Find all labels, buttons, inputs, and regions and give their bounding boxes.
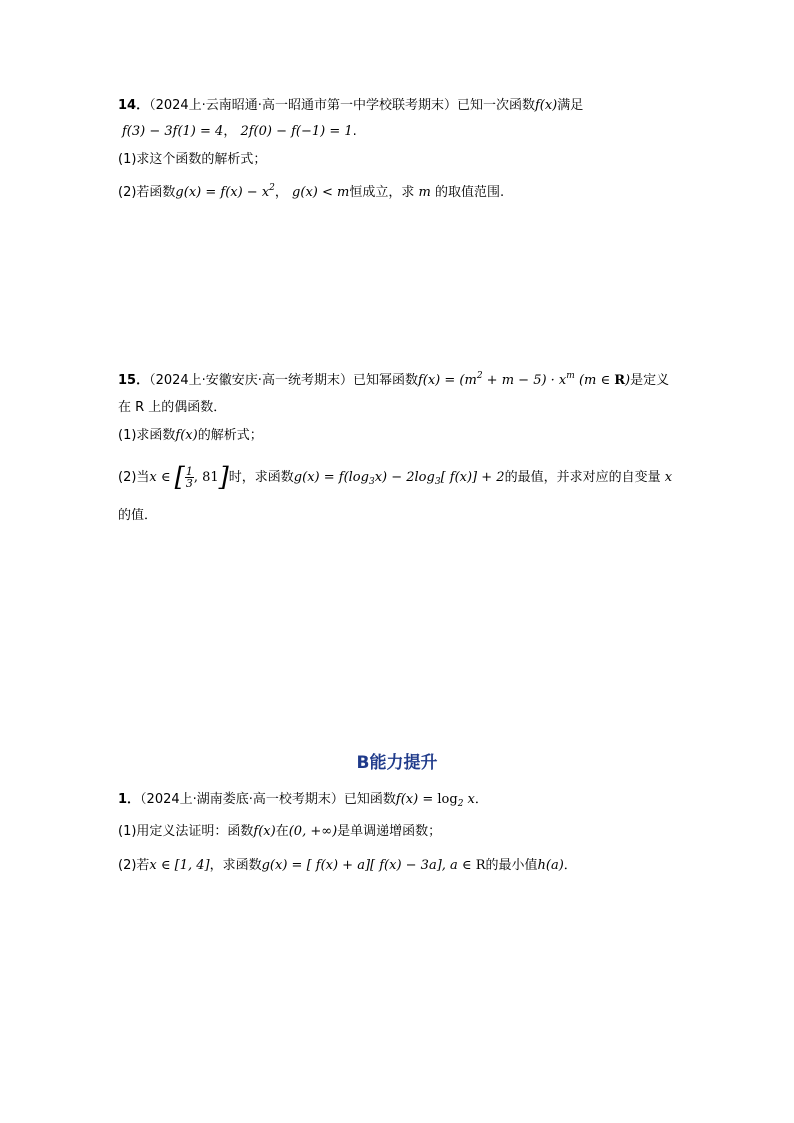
- q15-part1-b: 的解析式；: [197, 428, 263, 443]
- b1-part1-a: (1)用定义法证明：函数: [118, 824, 254, 839]
- q15-number: 15．: [118, 373, 150, 388]
- q14-part2-c: 恒成立，求: [349, 185, 415, 200]
- q15-gx-formula: $g(x) = f(\log_3x) - 2\log_3$[ f(x)] + 2: [293, 470, 505, 487]
- b1-line1: [118, 790, 488, 814]
- q15-part1-a: (1)求函数: [118, 428, 176, 443]
- b1-gx-formula: g(x) = [ f(x) + a][ f(x) − 3a], a ∈ R: [261, 858, 486, 873]
- b1-stem: 已知函数: [343, 792, 396, 807]
- q15-stem: 已知幂函数: [352, 373, 418, 388]
- q15-interval-formula: x ∈ [ $\frac{1}{3}$ , 81]: [149, 462, 229, 493]
- q14-stem2: 满足: [557, 98, 584, 113]
- q14-part1: (1)求这个函数的解析式；: [118, 152, 267, 167]
- b1-part2-b: ，求函数: [209, 858, 262, 873]
- q14-part2-b: ，: [274, 185, 288, 200]
- b1-domain: (0, +∞): [288, 824, 338, 839]
- b1-range: x ∈ [1, 4]: [149, 858, 210, 873]
- q15-part2-a: (2)当: [118, 470, 150, 485]
- q15-line2: 在 R 上的偶函数．: [118, 400, 227, 415]
- b1-part1-b: 在: [275, 824, 289, 839]
- b1-part1: [118, 822, 441, 842]
- q15-part2: [118, 462, 673, 493]
- q15-line1: [118, 366, 669, 391]
- q14-fx-formula: f(x): [534, 98, 558, 113]
- q14-line2: [122, 122, 357, 142]
- q15-power-formula: $f(x) = (m^2 + m - 5) \cdot x^m$ (m ∈ R): [417, 371, 631, 388]
- q14-stem: 已知一次函数: [456, 98, 535, 113]
- section-title: B能力提升: [356, 753, 438, 773]
- q14-line1: [118, 96, 583, 116]
- q14-number: 14．: [118, 98, 150, 113]
- b1-log-formula: $f(x) = \log_2 x$: [395, 792, 475, 809]
- b1-part2-a: (2)若: [118, 858, 150, 873]
- b1-fx: f(x): [253, 824, 276, 839]
- b1-part2-c: 的最小值: [485, 858, 538, 873]
- q15-source: （2024上·安徽安庆·高一统考期末）: [149, 373, 353, 388]
- b1-part2: [118, 856, 577, 876]
- q14-cond1: f(3) − 3f(1) = 4: [122, 124, 224, 139]
- q14-ineq-formula: g(x) < m: [292, 185, 350, 200]
- q14-cond2: 2f(0) − f(−1) = 1: [240, 124, 353, 139]
- b1-part1-c: 是单调递增函数；: [337, 824, 442, 839]
- q15-last-line: 的值．: [118, 508, 158, 523]
- q15-x-var: x: [660, 470, 673, 485]
- q15-fx: f(x): [175, 428, 198, 443]
- q15-part1: [118, 426, 263, 446]
- q14-gx-formula: $g(x) = f(x) - x^2$: [175, 183, 275, 200]
- q15-part2-c: 的最值，并求对应的自变量: [504, 470, 661, 485]
- b1-part2-d: ．: [563, 858, 577, 873]
- q14-part2-d: 的取值范围.: [434, 185, 505, 200]
- q15-part2-b: 时，求函数: [228, 470, 294, 485]
- q14-part2: [118, 178, 504, 203]
- b1-ha: h(a): [537, 858, 564, 873]
- b1-number: 1．: [118, 792, 141, 807]
- b1-source: （2024上·湖南娄底·高一校考期末）: [140, 792, 344, 807]
- q14-part2-a: (2)若函数: [118, 185, 176, 200]
- q14-m-var: m: [414, 185, 435, 200]
- q14-source: （2024上·云南昭通·高一昭通市第一中学校联考期末）: [149, 98, 457, 113]
- b1-end: ．: [474, 792, 488, 807]
- q14-sep: ，: [223, 124, 237, 139]
- q15-stem2: 是定义: [630, 373, 670, 388]
- q14-end: .: [352, 124, 357, 139]
